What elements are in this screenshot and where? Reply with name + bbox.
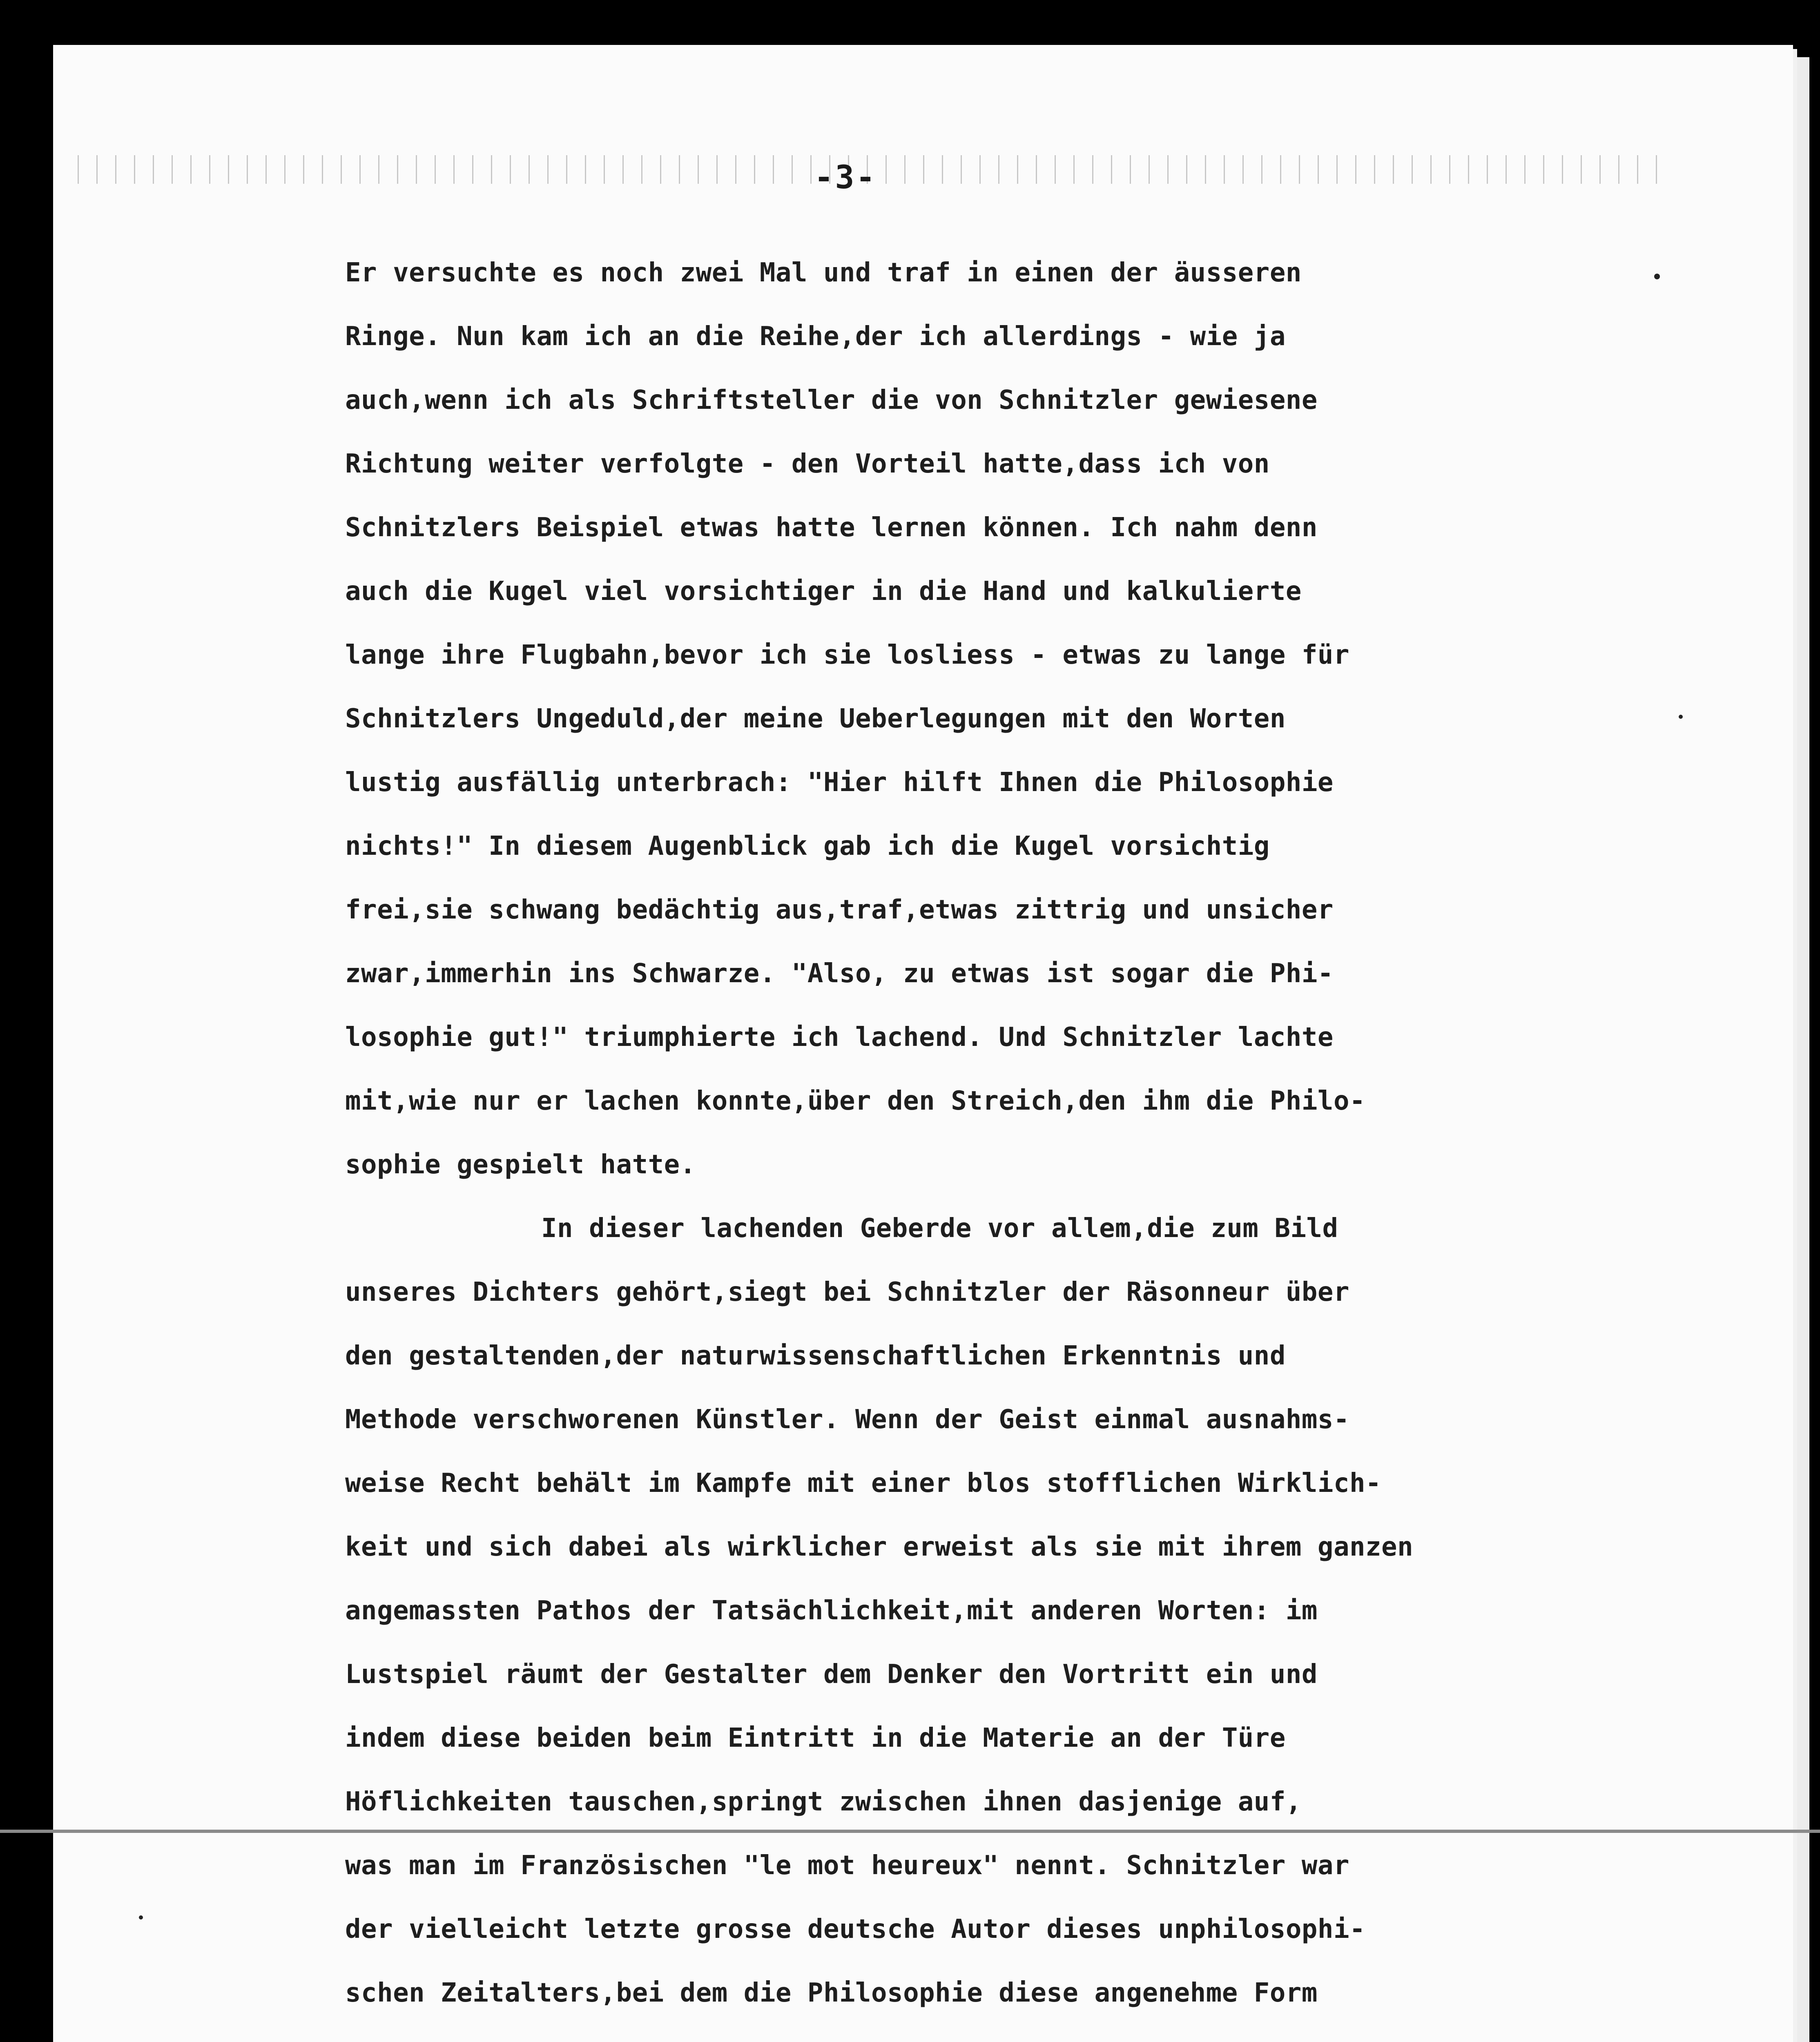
text-line: Schnitzlers Ungeduld,der meine Ueberlegungen mit den Worten bbox=[345, 704, 1286, 734]
text-line: Ringe. Nun kam ich an die Reihe,der ich allerdings - wie ja bbox=[345, 321, 1286, 352]
text-line: auch,wenn ich als Schriftsteller die von Schnitzler gewiesene bbox=[345, 385, 1318, 415]
text-line: zwar,immerhin ins Schwarze. "Also, zu etwas ist sogar die Phi- bbox=[345, 959, 1334, 989]
margin-dot bbox=[139, 1915, 143, 1919]
text-line: sophie gespielt hatte. bbox=[345, 1150, 696, 1180]
page-number: -3- bbox=[814, 159, 877, 196]
text-line: lange ihre Flugbahn,bevor ich sie losliess - etwas zu lange für bbox=[345, 640, 1349, 670]
text-line: schen Zeitalters,bei dem die Philosophie diese angenehme Form bbox=[345, 1978, 1318, 2008]
text-line: Schnitzlers Beispiel etwas hatte lernen können. Ich nahm denn bbox=[345, 513, 1318, 543]
paragraph-first-line: In dieser lachenden Geberde vor allem,die zum Bild bbox=[541, 1213, 1338, 1244]
text-line: Lustspiel räumt der Gestalter dem Denker den Vortritt ein und bbox=[345, 1659, 1318, 1690]
text-line: was man im Französischen "le mot heureux" nennt. Schnitzler war bbox=[345, 1850, 1349, 1881]
text-line: nichts!" In diesem Augenblick gab ich die Kugel vorsichtig bbox=[345, 831, 1270, 861]
text-line: unseres Dichters gehört,siegt bei Schnitzler der Räsonneur über bbox=[345, 1277, 1349, 1307]
text-line: mit,wie nur er lachen konnte,über den Streich,den ihm die Philo- bbox=[345, 1086, 1365, 1116]
text-line: angemassten Pathos der Tatsächlichkeit,mit anderen Worten: im bbox=[345, 1596, 1318, 1626]
text-line: Höflichkeiten tauschen,springt zwischen ihnen dasjenige auf, bbox=[345, 1787, 1302, 1817]
text-line: Er versuchte es noch zwei Mal und traf in einen der äusseren bbox=[345, 258, 1302, 288]
text-line: weise Recht behält im Kampfe mit einer blos stofflichen Wirklich- bbox=[345, 1468, 1382, 1498]
text-line: Methode verschworenen Künstler. Wenn der Geist einmal ausnahms- bbox=[345, 1404, 1349, 1435]
text-line: indem diese beiden beim Eintritt in die Materie an der Türe bbox=[345, 1723, 1286, 1753]
text-line: keit und sich dabei als wirklicher erweist als sie mit ihrem ganzen bbox=[345, 1532, 1414, 1562]
text-line: der vielleicht letzte grosse deutsche Autor dieses unphilosophi- bbox=[345, 1914, 1365, 1944]
scan-fold-line bbox=[0, 1830, 1820, 1833]
text-line: lustig ausfällig unterbrach: "Hier hilft Ihnen die Philosophie bbox=[345, 767, 1334, 798]
body-text bbox=[345, 241, 1693, 2025]
text-line: auch die Kugel viel vorsichtiger in die Hand und kalkulierte bbox=[345, 576, 1302, 606]
text-line: losophie gut!" triumphierte ich lachend. Und Schnitzler lachte bbox=[345, 1022, 1334, 1052]
text-line: frei,sie schwang bedächtig aus,traf,etwas zittrig und unsicher bbox=[345, 895, 1334, 925]
text-line: den gestaltenden,der naturwissenschaftlichen Erkenntnis und bbox=[345, 1341, 1286, 1371]
text-line: Richtung weiter verfolgte - den Vorteil hatte,dass ich von bbox=[345, 449, 1270, 479]
